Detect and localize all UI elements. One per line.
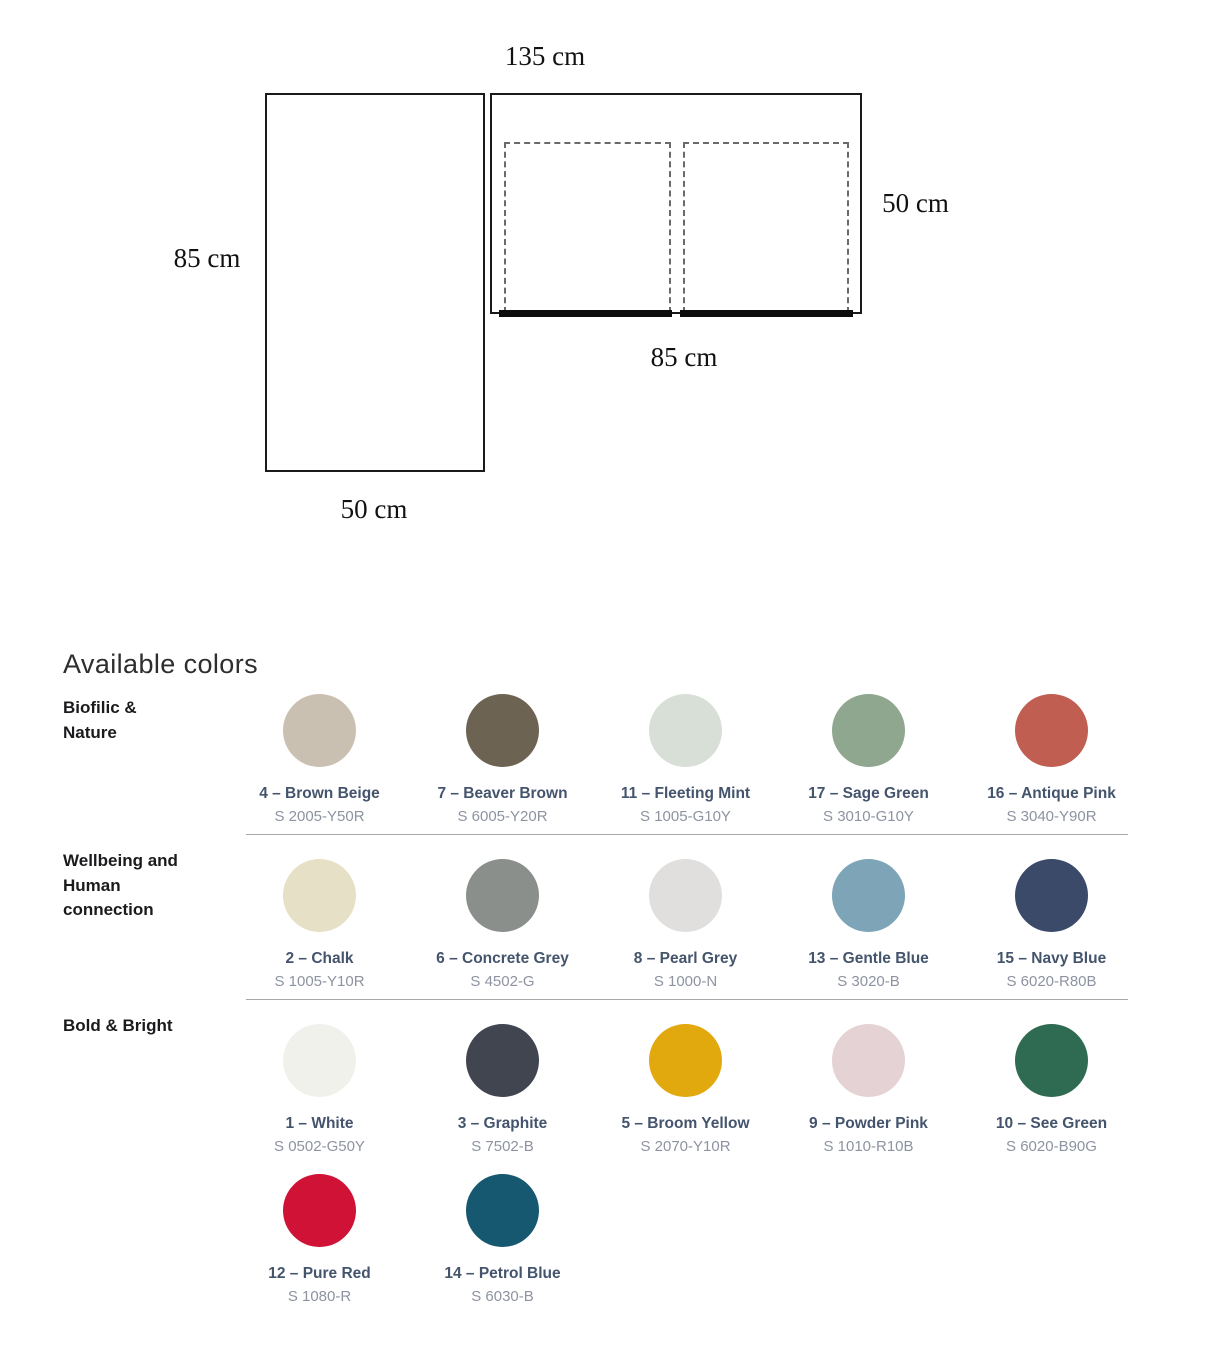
category-label: Wellbeing and Human connection — [63, 851, 178, 920]
color-row — [63, 684, 1145, 826]
color-swatch-option[interactable] — [411, 1014, 594, 1156]
color-swatch-option[interactable] — [228, 849, 411, 991]
dimension-label-inner-width: 85 cm — [650, 342, 718, 372]
swatch-circle[interactable] — [832, 694, 905, 767]
section-title: Available colors — [63, 649, 259, 679]
swatch-name: 12 – Pure Red — [268, 1265, 371, 1282]
color-rows — [63, 684, 1145, 1306]
left-panel-rect — [265, 93, 485, 472]
swatch-list — [228, 1014, 1143, 1156]
color-swatch-option[interactable] — [960, 849, 1143, 991]
swatch-circle[interactable] — [649, 1024, 722, 1097]
dimension-label-left-height: 85 cm — [173, 243, 241, 273]
swatch-name: 3 – Graphite — [457, 1115, 548, 1132]
swatch-name: 14 – Petrol Blue — [444, 1265, 561, 1282]
color-swatch-option[interactable] — [777, 849, 960, 991]
swatch-name: 10 – See Green — [995, 1115, 1108, 1132]
color-swatch-option[interactable] — [228, 684, 411, 826]
color-swatch-option[interactable] — [960, 684, 1143, 826]
swatch-code: S 6005-Y20R — [457, 808, 548, 825]
swatch-name: 16 – Antique Pink — [987, 785, 1116, 802]
swatch-circle[interactable] — [1015, 1024, 1088, 1097]
swatch-circle[interactable] — [283, 1024, 356, 1097]
color-row — [63, 849, 1145, 991]
row-divider — [246, 834, 1128, 835]
swatch-code: S 4502-G — [470, 973, 535, 990]
swatch-circle[interactable] — [283, 694, 356, 767]
color-swatch-option[interactable] — [411, 849, 594, 991]
dashed-zone-1 — [504, 142, 671, 313]
color-swatch-option[interactable] — [594, 684, 777, 826]
swatch-name: 2 – Chalk — [285, 950, 354, 967]
swatch-circle[interactable] — [1015, 694, 1088, 767]
swatch-circle[interactable] — [649, 859, 722, 932]
swatch-code: S 1005-G10Y — [640, 808, 731, 825]
color-row — [63, 1164, 1145, 1306]
swatch-circle[interactable] — [283, 859, 356, 932]
swatch-name: 17 – Sage Green — [808, 785, 929, 802]
swatch-code: S 2005-Y50R — [274, 808, 365, 825]
swatch-list — [228, 684, 1143, 826]
swatch-name: 5 – Broom Yellow — [621, 1115, 750, 1132]
row-divider — [246, 999, 1128, 1000]
swatch-circle[interactable] — [466, 694, 539, 767]
dashed-zone-2 — [683, 142, 849, 313]
swatch-circle[interactable] — [1015, 859, 1088, 932]
swatch-code: S 3020-B — [837, 973, 900, 990]
swatch-code: S 3010-G10Y — [823, 808, 914, 825]
swatch-circle[interactable] — [283, 1174, 356, 1247]
dimension-label-bottom-width: 50 cm — [340, 494, 408, 524]
swatch-name: 9 – Powder Pink — [809, 1115, 928, 1132]
swatch-code: S 3040-Y90R — [1006, 808, 1097, 825]
color-swatch-option[interactable] — [411, 684, 594, 826]
swatch-code: S 1005-Y10R — [274, 973, 365, 990]
color-swatch-option[interactable] — [777, 1014, 960, 1156]
dimension-label-top-width: 135 cm — [504, 41, 586, 71]
swatch-name: 1 – White — [285, 1115, 354, 1132]
swatch-name: 4 – Brown Beige — [259, 785, 380, 802]
swatch-code: S 1080-R — [287, 1288, 352, 1305]
mounting-bar-2 — [680, 310, 853, 317]
swatch-code: S 6030-B — [471, 1288, 534, 1305]
color-swatch-option[interactable] — [594, 849, 777, 991]
swatch-name: 6 – Concrete Grey — [436, 950, 569, 967]
swatch-code: S 7502-B — [471, 1138, 534, 1155]
color-swatch-option[interactable] — [228, 1164, 411, 1306]
swatch-name: 11 – Fleeting Mint — [620, 785, 751, 802]
swatch-circle[interactable] — [466, 1024, 539, 1097]
swatch-name: 7 – Beaver Brown — [437, 785, 568, 802]
color-swatch-option[interactable] — [411, 1164, 594, 1306]
mounting-bar-1 — [499, 310, 672, 317]
swatch-list — [228, 849, 1143, 991]
swatch-circle[interactable] — [466, 859, 539, 932]
swatch-circle[interactable] — [832, 1024, 905, 1097]
swatch-list — [228, 1164, 594, 1306]
swatch-circle[interactable] — [832, 859, 905, 932]
color-swatch-option[interactable] — [777, 684, 960, 826]
dimension-label-right-height: 50 cm — [882, 188, 949, 218]
color-swatch-option[interactable] — [960, 1014, 1143, 1156]
swatch-code: S 1010-R10B — [823, 1138, 914, 1155]
available-colors-section — [63, 648, 1145, 1314]
color-row — [63, 1014, 1145, 1156]
color-swatch-option[interactable] — [228, 1014, 411, 1156]
swatch-circle[interactable] — [649, 694, 722, 767]
category-label: Bold & Bright — [63, 1016, 173, 1035]
swatch-circle[interactable] — [466, 1174, 539, 1247]
swatch-name: 15 – Navy Blue — [996, 950, 1107, 967]
swatch-code: S 1000-N — [653, 973, 718, 990]
swatch-name: 13 – Gentle Blue — [808, 950, 929, 967]
swatch-code: S 6020-R80B — [1006, 973, 1097, 990]
color-swatch-option[interactable] — [594, 1014, 777, 1156]
swatch-code: S 2070-Y10R — [640, 1138, 731, 1155]
swatch-code: S 6020-B90G — [1006, 1138, 1097, 1155]
swatch-code: S 0502-G50Y — [274, 1138, 365, 1155]
category-label: Biofilic & Nature — [63, 698, 137, 742]
swatch-name: 8 – Pearl Grey — [633, 950, 738, 967]
